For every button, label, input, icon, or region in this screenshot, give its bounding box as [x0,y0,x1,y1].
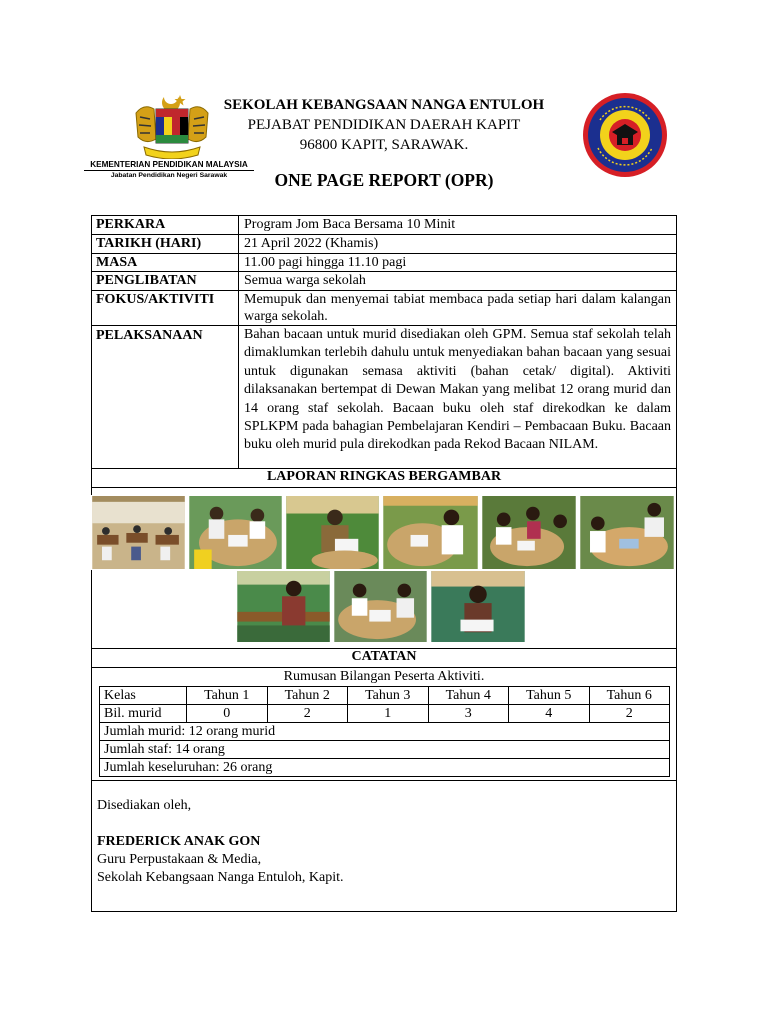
kelas-label: Kelas [100,687,187,705]
activity-photo-reading-4 [333,570,428,643]
pelaksanaan-value: Bahan bacaan untuk murid disediakan oleh GPM. Semua staf sekolah telah dimaklumkan terlebih dahulu untuk menyediakan bahan bacaan yang sesuai untuk digunakan semasa aktiviti (bahan cetak/ digital). Aktiviti dilaksanakan bertempat di Dewan Makan yang melibat 12 orang murid dan 14 orang staf sekolah. Bacaan buku oleh staf direkodkan ke dalam SPLKPM pada bahagian Pembelajaran Kendiri – Pembacaan Buku. Bacaan buku oleh murid pula direkodkan pada Rekod Bacaan NILAM. [244,327,671,453]
school-name: SEKOLAH KEBANGSAAN NANGA ENTULOH [223,97,545,113]
column-divider [238,215,239,468]
total-staff: Jumlah staf: 14 orang [100,741,670,759]
participant-table [99,686,670,777]
total-overall: Jumlah keseluruhan: 26 orang [100,759,670,777]
activity-photo-reading-2 [382,495,479,570]
class-header: Tahun 2 [267,687,348,705]
activity-photo-teacher-bench [236,570,331,643]
notes-subheading: Rumusan Bilangan Peserta Aktiviti. [283,669,485,684]
total-students: Jumlah murid: 12 orang murid [100,723,670,741]
table-row [100,723,670,741]
activity-photo-staff-reading [285,495,380,570]
activity-photo-reading-1 [188,495,283,570]
masa-label: MASA [96,255,138,270]
district-office: PEJABAT PENDIDIKAN DAERAH KAPIT [247,117,521,133]
table-row [100,759,670,777]
perkara-label: PERKARA [96,217,166,232]
tarikh-value: 21 April 2022 (Khamis) [244,236,379,251]
row-divider [91,487,677,488]
pelaksanaan-label: PELAKSANAAN [96,328,203,343]
school-heading [200,95,568,155]
preparer-role: Guru Perpustakaan & Media, [97,852,262,867]
fokus-label: FOKUS/AKTIVITI [96,292,215,307]
class-header: Tahun 4 [428,687,509,705]
class-header: Tahun 3 [348,687,429,705]
penglibatan-label: PENGLIBATAN [96,273,197,288]
masa-value: 11.00 pagi hingga 11.10 pagi [244,255,407,270]
preparer-name: FREDERICK ANAK GON [97,834,261,849]
class-count: 2 [267,705,348,723]
prepared-by-label: Disediakan oleh, [97,798,192,813]
bil-murid-label: Bil. murid [100,705,187,723]
class-header: Tahun 6 [589,687,670,705]
penglibatan-value: Semua warga sekolah [244,273,366,288]
class-count: 4 [509,705,590,723]
table-row [100,687,670,705]
report-title: ONE PAGE REPORT (OPR) [274,170,494,190]
activity-photo-hall [91,495,186,570]
class-count: 1 [348,705,429,723]
activity-photo-staff-book [430,570,526,643]
preparer-school: Sekolah Kebangsaan Nanga Entuloh, Kapit. [97,870,344,885]
class-header: Tahun 1 [187,687,268,705]
perkara-value: Program Jom Baca Bersama 10 Minit [244,217,456,232]
notes-heading: CATATAN [351,649,417,664]
tarikh-label: TARIKH (HARI) [96,236,202,251]
fokus-value: Memupuk dan menyemai tabiat membaca pada setiap hari dalam kalangan warga sekolah. [244,292,671,324]
photo-report-heading: LAPORAN RINGKAS BERGAMBAR [266,469,502,484]
table-row [100,705,670,723]
school-address: 96800 KAPIT, SARAWAK. [299,137,469,153]
row-divider [91,780,677,781]
class-count: 2 [589,705,670,723]
class-count: 3 [428,705,509,723]
activity-photo-group-reading [481,495,577,570]
ministry-name: KEMENTERIAN PENDIDIKAN MALAYSIA [90,160,248,169]
activity-photo-reading-3 [579,495,675,570]
ministry-department: Jabatan Pendidikan Negeri Sarawak [110,172,228,179]
table-row [100,741,670,759]
class-header: Tahun 5 [509,687,590,705]
class-count: 0 [187,705,268,723]
school-badge-icon [582,92,668,178]
